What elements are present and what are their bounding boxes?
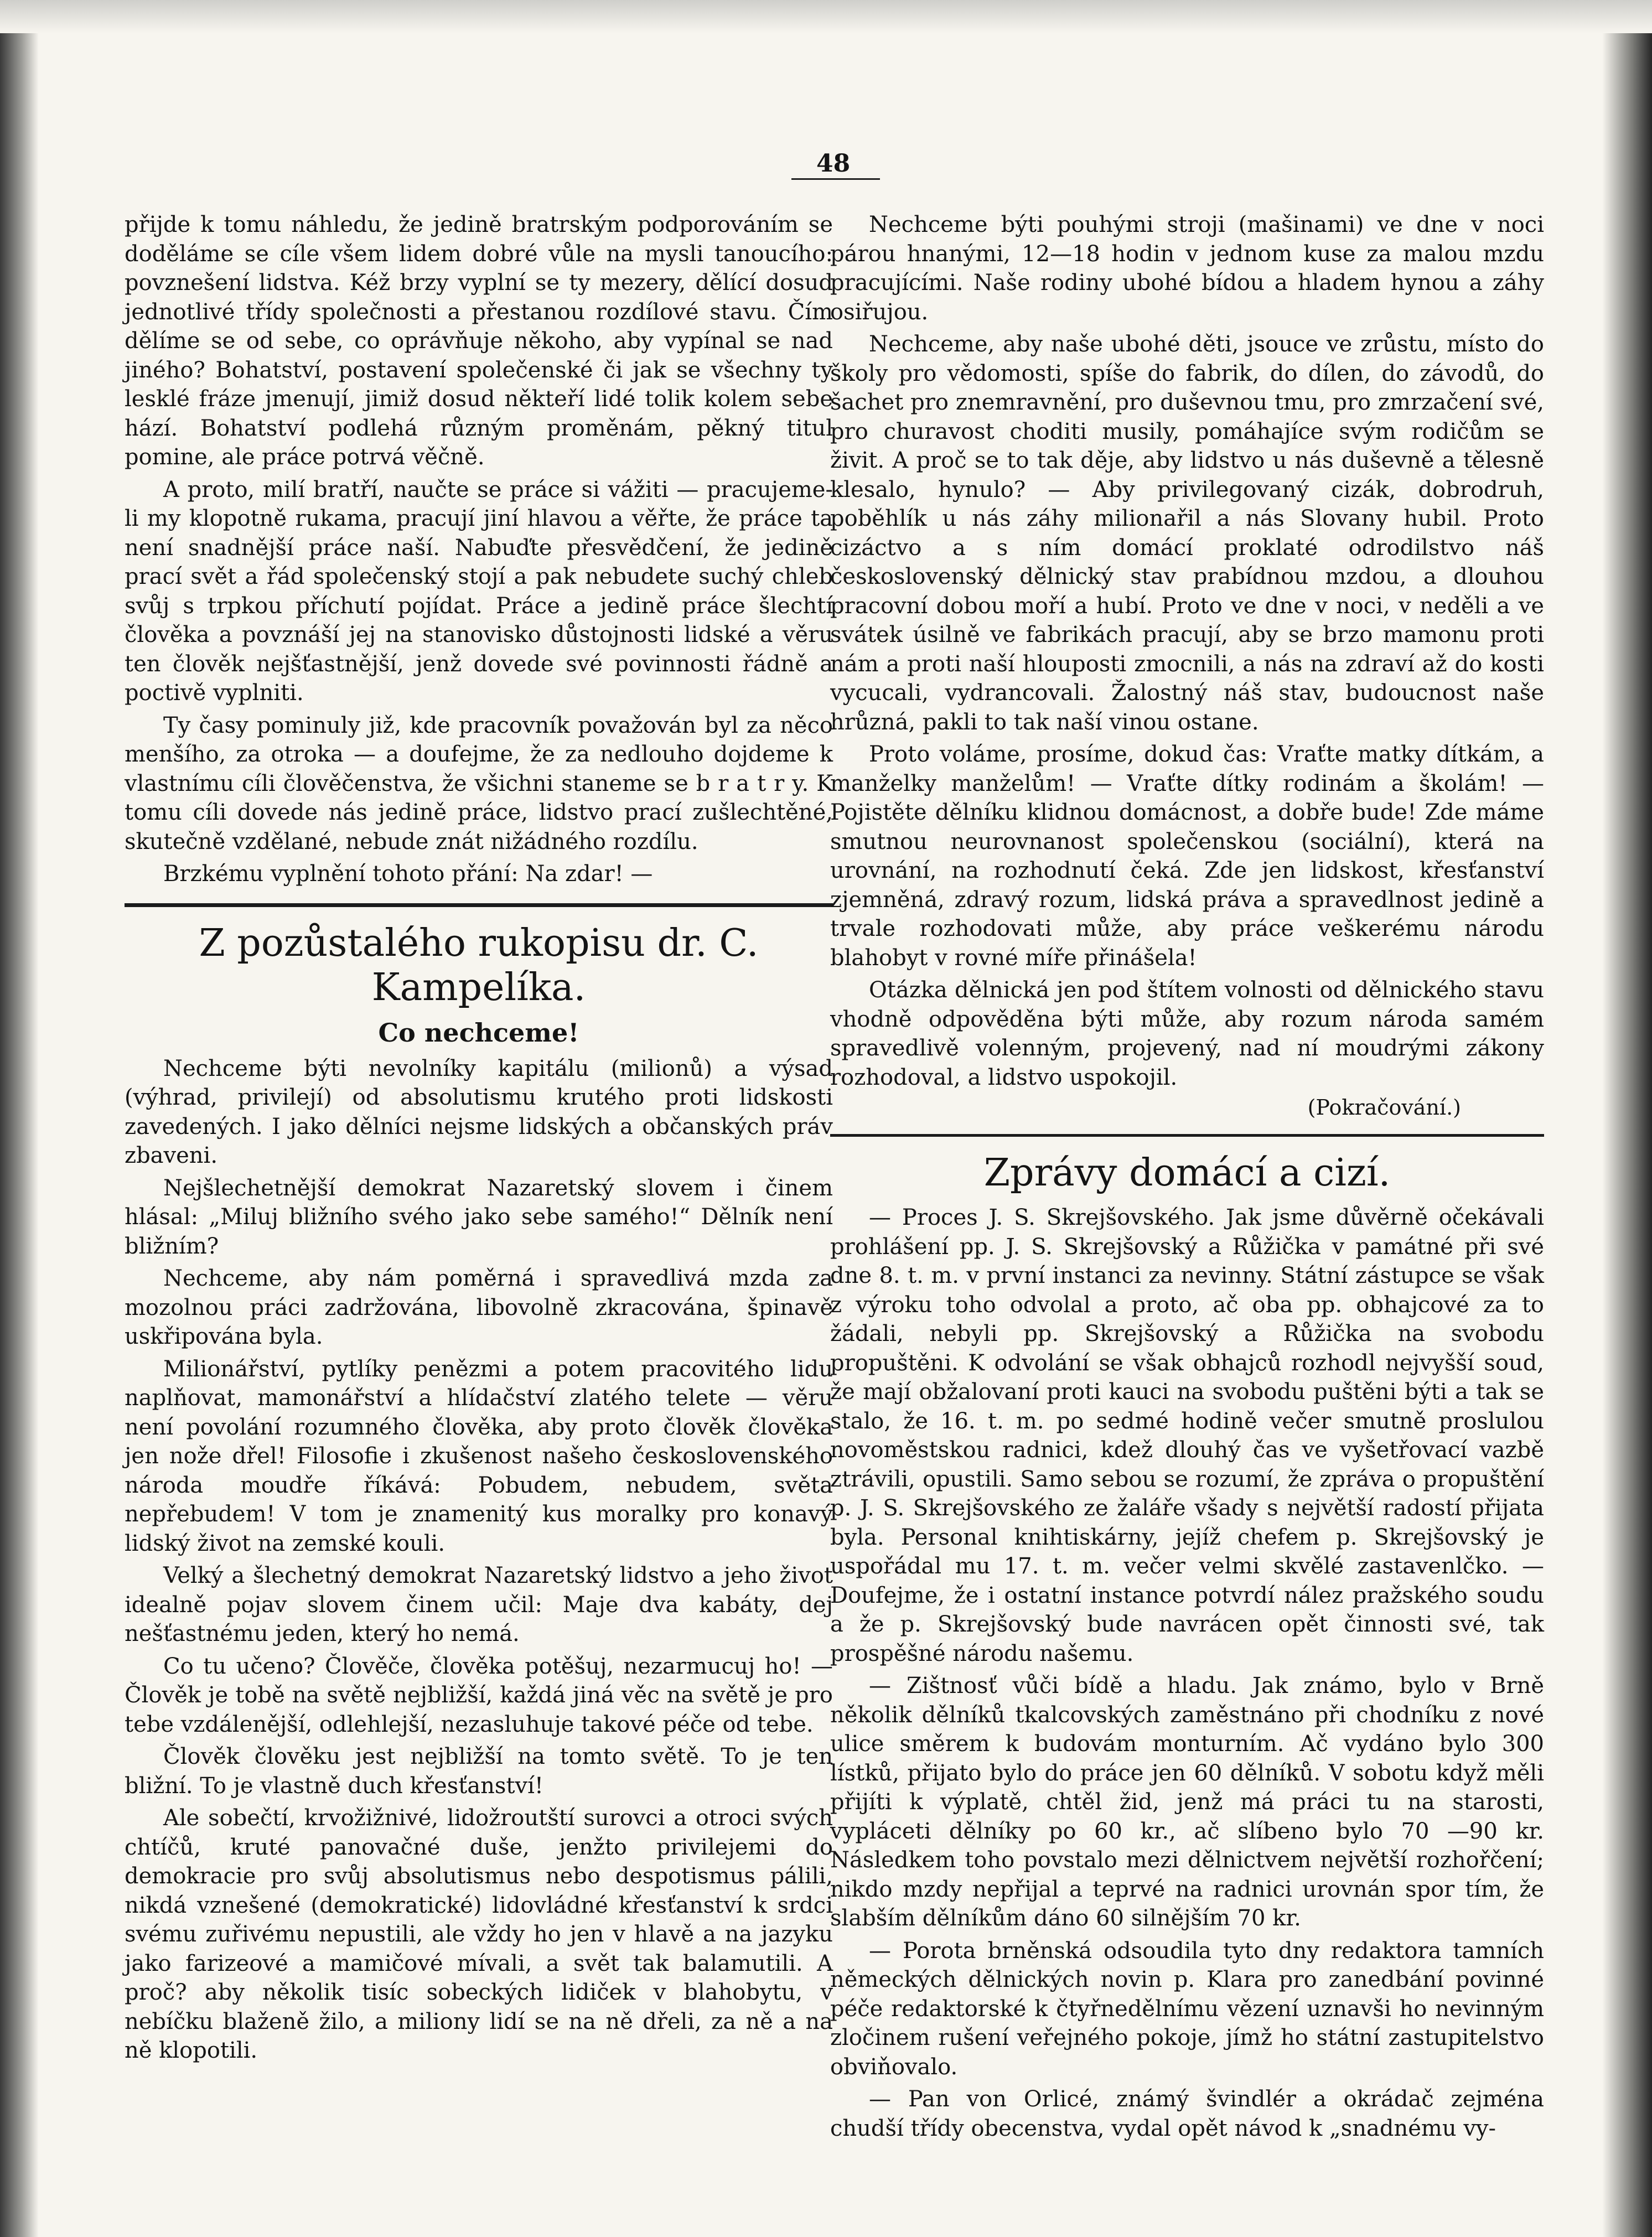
paragraph: Ty časy pominuly již, kde pracovník považován byl za něco menšího, za otroka — a doufejme, že za nedlouho dojdeme k vlastnímu cíli člověčenstva, že všichni staneme se b r a t r y. K tomu cíli dovede nás jedině práce, lidstvo prací zušlechtěné, skutečně vzdělané, nebude znát nižádného rozdílu. xyxy=(125,712,833,855)
news-item: — Proces J. S. Skrejšovského. Jak jsme důvěrně očekávali prohlášení pp. J. S. Skrejšovský a Růžička v památné při své dne 8. t. m. v první instanci za nevinny. Státní zástupce se však z výroku toho odvolal a proto, ač oba pp. obhajcové za to žádali, nebyli pp. Skrejšovský a Růžička na svobodu propuštěni. K odvolání se však obhajců rozhodl nejvyšší soud, že mají obžalovaní proti kauci na svobodu puštěni býti a tak se stalo, že 16. t. m. po sedmé hodině večer smutně proslulou novoměstskou radnici, kdež dlouhý čas ve vyšetřovací vazbě ztrávili, opustili. Samo sebou se rozumí, že zpráva o propuštění p. J. S. Skrejšovského ze žaláře všady s největší radostí přijata byla. Personal knihtiskárny, jejíž chefem p. Skrejšovský je uspořádal mu 17. t. m. večer velmi skvělé zastavenlčko. — Doufejme, že i ostatní instance potvrdí nález pražského soudu a že p. Skrejšovský bude navrácen opět činnosti své, tak prospěšné národu našemu. xyxy=(830,1205,1544,1666)
scan-edge-top xyxy=(0,0,1652,33)
section-divider xyxy=(125,903,833,907)
paragraph: A proto, milí bratří, naučte se práce si vážiti — pracujeme-li my klopotně rukama, pracují jiní hlavou a věřte, že práce ta není snadnější práce naší. Nabuďte přesvědčení, že jedině prací svět a řád společenský stojí a pak nebudete suchý chleb svůj s trpkou příchutí pojídat. Práce a jedině práce šlechtí člověka a povznáší jej na stanovisko důstojnosti lidské a věru ten člověk nejšťastnější, jenž dovede své povinnosti řádně a poctivě vyplniti. xyxy=(125,477,833,706)
paragraph: Nechceme býti pouhými stroji (mašinami) ve dne v noci párou hnanými, 12—18 hodin v jednom kuse za malou mzdu pracujícími. Naše rodiny ubohé bídou a hladem hynou a záhy osiřujou. xyxy=(830,212,1544,325)
paragraph: Nechceme, aby naše ubohé děti, jsouce ve zrůstu, místo do školy pro vědomosti, spíše do fabrik, do dílen, do závodů, do šachet pro znemravnění, pro duševnou tmu, pro zmrzačení své, pro churavost choditi musily, pomáhajíce svým rodičům se živit. A proč se to tak děje, aby lidstvo u nás duševně a tělesně klesalo, hynulo? — Aby privilegovaný cizák, dobrodruh, poběhlík u nás záhy milionařil a nás Slovany hubil. Proto cizáctvo a s ním domácí proklaté odrodilstvo náš československý dělnický stav prabídnou mzdou, a dlouhou pracovní dobou moří a hubí. Proto ve dne v noci, v neděli a ve svátek úsilně ve fabrikách pracují, aby se brzo mamonu proti nám a proti naší hlouposti zmocnili, a nás na zdraví až do kosti vycucali, vydrancovali. Žalostný náš stav, budoucnost naše hrůzná, pakli to tak naší vinou ostane. xyxy=(830,332,1544,735)
paragraph: Velký a šlechetný demokrat Nazaretský lidstvo a jeho život idealně pojav slovem činem učil: Maje dva kabáty, dej nešťastnému jeden, který ho nemá. xyxy=(125,1563,833,1646)
paragraph: Člověk člověku jest nejbližší na tomto světě. To je ten bližní. To je vlastně duch křesťanství! xyxy=(125,1744,833,1799)
continued-note: (Pokračování.) xyxy=(1307,1095,1461,1120)
paragraph: Co tu učeno? Člověče, člověka potěšuj, nezarmucuj ho! — Člověk je tobě na světě nejbližší, každá jiná věc na světě je pro tebe vzdálenější, odlehlejší, nezasluhuje takové péče od tebe. xyxy=(125,1653,833,1737)
scan-edge-right xyxy=(1602,0,1652,2237)
right-column xyxy=(830,210,1544,2146)
paragraph: Proto voláme, prosíme, dokud čas: Vraťte matky dítkám, a manželky manželům! — Vraťte dítky rodinám a školám! — Pojistěte dělníku klidnou domácnost, a dobře bude! Zde máme smutnou neurovnanost společenskou (sociální), která na urovnání, na rozhodnutí čeká. Zde jen lidskost, křesťanství zjemněná, zdravý rozum, lidská práva a spravedlnost jedině a trvale rozhodovati může, aby práce veškerému národu blahobyt v rovné míře přinášela! xyxy=(830,742,1544,971)
paragraph: Nejšlechetnější demokrat Nazaretský slovem i činem hlásal: „Miluj bližního svého jako sebe samého!“ Dělník není bližním? xyxy=(125,1175,833,1259)
news-item: — Pan von Orlicé, známý švindlér a okrádač zejména chudší třídy obecenstva, vydal opět návod k „snadnému vy- xyxy=(830,2086,1544,2141)
section-divider xyxy=(830,1134,1544,1137)
article-subtitle: Co nechceme! xyxy=(378,1017,579,1048)
news-item: — Zištnosť vůči bídě a hladu. Jak známo, bylo v Brně několik dělníků tkalcovských zaměstnáno při chodníku z nové ulice směrem k budovám monturním. Ač vydáno bylo 300 lístků, přijato bylo do práce jen 60 dělníků. V sobotu když měli přijíti k výplatě, chtěl žid, jenž má práci tu na starosti, vypláceti dělníky po 60 kr., ač slíbeno bylo 70 —90 kr. Následkem toho povstalo mezi dělnictvem největší rozhořčení; nikdo mzdy nepřijal a teprvé na radnici urovnán spor tím, že slabším dělníkům dáno 60 silnějším 70 kr. xyxy=(830,1673,1544,1931)
paragraph: Nechceme býti nevolníky kapitálu (milionů) a výsad (výhrad, privilejí) od absolutismu krutého proti lidskosti zavedených. I jako dělníci nejsme lidských a občanských práv zbaveni. xyxy=(125,1055,833,1168)
paragraph: Nechceme, aby nám poměrná i spravedlivá mzda za mozolnou práci zadržována, libovolně zkracována, špinavě uskřipována byla. xyxy=(125,1266,833,1349)
left-column xyxy=(125,210,833,2069)
section-title: Zprávy domácí a cizí. xyxy=(983,1151,1391,1195)
paragraph: přijde k tomu náhledu, že jedině bratrským podporováním se doděláme se cíle všem lidem dobré vůle na mysli tanoucího: povznešení lidstva. Kéž brzy vyplní se ty mezery, dělící dosud jednotlivé třídy společnosti a přestanou rozdílové stavu. Čím dělíme se od sebe, co oprávňuje někoho, aby vypínal se nad jiného? Bohatství, postavení společenské či jak se všechny ty lesklé fráze jmenují, jimiž dosud někteří lidé tolik kolem sebe hází. Bohatství podlehá různým proměnám, pěkný titul pomine, ale práce potrvá věčně. xyxy=(125,212,833,470)
scan-edge-left xyxy=(0,0,39,2237)
paragraph: Otázka dělnická jen pod štítem volnosti od dělnického stavu vhodně odpověděna býti může, aby rozum národa samém spravedlivě volenným, projevený, nad ní moudrými zákony rozhodoval, a lidstvo uspokojil. xyxy=(830,977,1544,1090)
paragraph: Brzkému vyplnění tohoto přání: Na zdar! — xyxy=(163,861,653,887)
paragraph: Ale sobečtí, krvožižnivé, lidožroutští surovci a otroci svých chtíčů, kruté panovačné duše, jenžto privilejemi do demokracie pro svůj absolutismus nebo despotismus pálili, nikdá vznešené (demokratické) lidovládné křesťanství k srdci svému zuřivému nepustili, ale vždy ho jen v hlavě a na jazyku jako farizeové a mamičové mívali, a svět tak balamutili. A proč? aby několik tisíc sobeckých lidiček v blahobytu, v nebíčku blaženě žilo, a miliony lidí se na ně dřeli, za ně a na ně klopotili. xyxy=(125,1805,833,2063)
page-number-rule xyxy=(791,178,880,180)
news-item: — Porota brněnská odsoudila tyto dny redaktora tamních německých dělnických novin p. Klara pro zanedbání povinné péče redaktorské k čtyřnedělnímu vězení uznavši ho nevinným zločinem rušení veřejného pokoje, jímž ho státní zastupitelstvo obviňovalo. xyxy=(830,1938,1544,2080)
paragraph: Milionářství, pytlíky penězmi a potem pracovitého lidu naplňovat, mamonářství a hlídačství zlatého telete — věru není povolání rozumného člověka, aby proto člověk člověka jen nože dřel! Filosofie i zkušenost našeho československého národa moudře říkává: Pobudem, nebudem, světa nepřebudem! V tom je znamenitý kus moralky pro konavý lidský život na zemské kouli. xyxy=(125,1356,833,1556)
page-number: 48 xyxy=(816,149,851,178)
article-title: Z pozůstalého rukopisu dr. C. Kampelíka. xyxy=(199,921,759,1009)
